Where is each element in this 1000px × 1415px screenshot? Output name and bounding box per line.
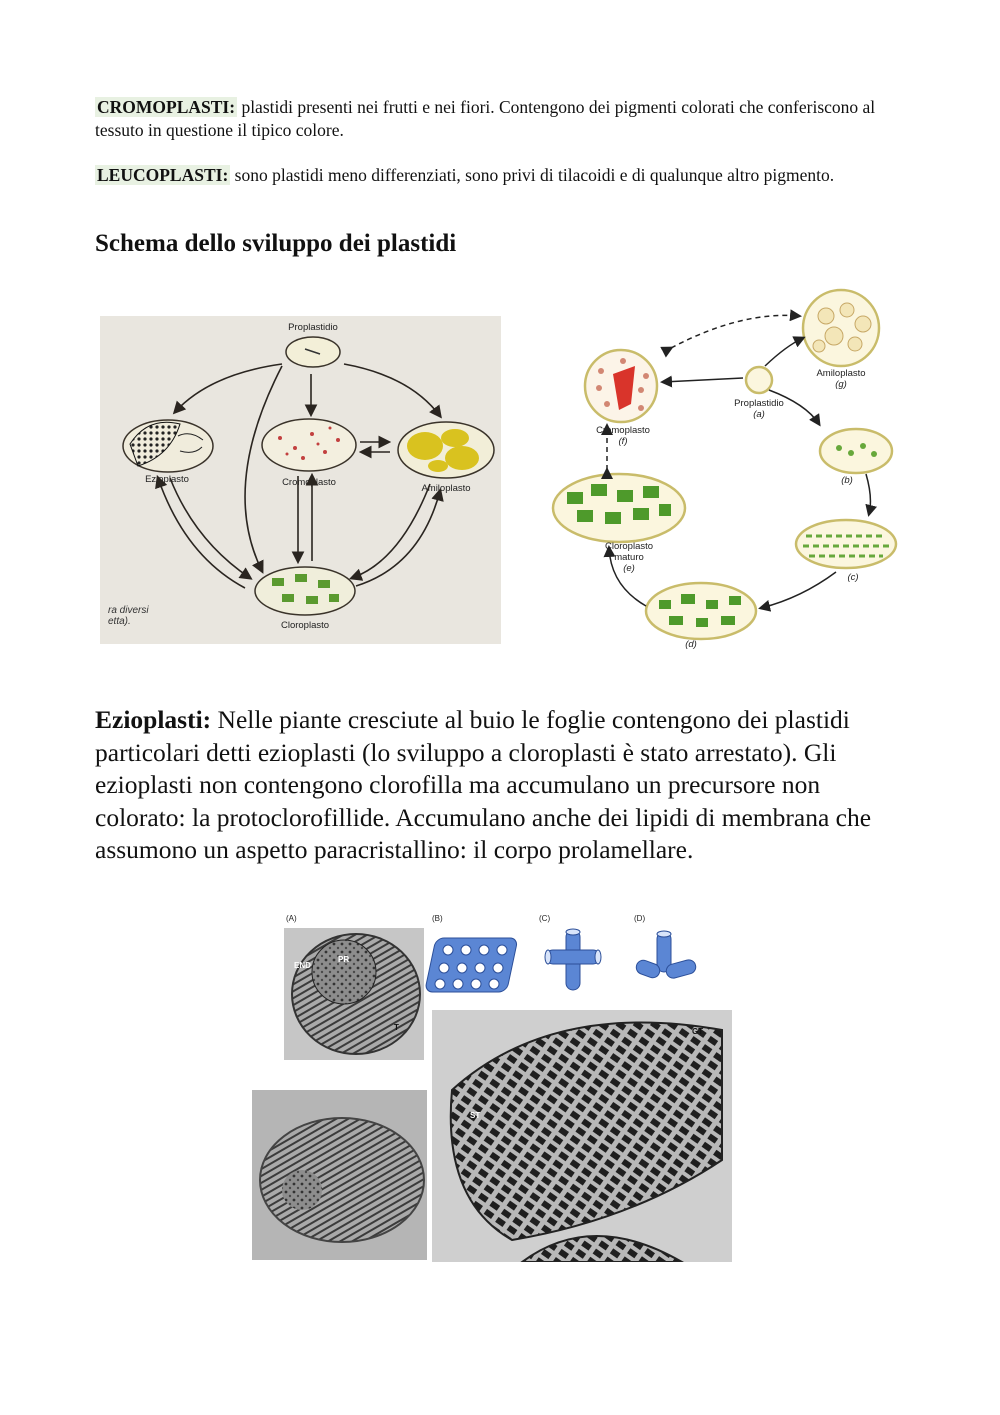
label-e: (e) — [623, 563, 635, 574]
plastid-c-shape — [796, 520, 896, 568]
term-leucoplasti: LEUCOPLASTI: — [97, 165, 229, 185]
label-end: END — [294, 961, 311, 970]
plastid-d-shape — [646, 583, 756, 639]
margin-text-2: etta). — [108, 616, 131, 627]
text-leucoplasti: sono plastidi meno differenziati, sono privi di tilacoidi e di qualunque altro pigmento. — [230, 165, 835, 185]
label-proplastidio-a: Proplastidio — [734, 398, 784, 409]
label-a: (a) — [753, 409, 765, 420]
plastid-b-shape — [820, 429, 892, 473]
panel-label-b: (B) — [432, 914, 443, 923]
panel-label-c: (C) — [539, 914, 551, 923]
proplastid-a-shape — [746, 367, 772, 393]
term-ezioplasti: Ezioplasti: — [95, 705, 212, 734]
label-pr: PR — [338, 955, 350, 964]
label-cromoplasto-f: Cromoplasto — [596, 425, 650, 436]
label-gt: GT — [692, 1027, 704, 1036]
paragraph-leucoplasti — [95, 164, 905, 187]
label-t: T — [394, 1023, 399, 1032]
figure-etioplast-micrographs — [252, 910, 733, 1262]
label-g: (g) — [835, 379, 847, 390]
margin-text-1: ra diversi — [108, 605, 149, 616]
label-f: (f) — [618, 436, 628, 447]
lattice-model-b — [425, 938, 518, 992]
label-cloroplasto: Cloroplasto — [280, 620, 330, 631]
section-heading: Schema dello sviluppo dei plastidi — [95, 230, 457, 257]
term-cromoplasti: CROMOPLASTI: — [97, 97, 236, 117]
label-cloroplasto-maturo-2: maturo — [614, 552, 644, 563]
label-b: (b) — [841, 475, 853, 486]
paragraph-ezioplasti — [95, 704, 915, 867]
figure-plastid-development-left — [100, 316, 501, 644]
text-cromoplasti: plastidi presenti nei frutti e nei fiori. Contengono dei pigmenti colorati che conferiscono al tessuto in questione il tipico colore. — [95, 97, 876, 140]
label-st: ST — [470, 1111, 481, 1120]
label-ezioplasto: Ezioplasto — [145, 474, 189, 485]
panel-label-d: (D) — [634, 914, 646, 923]
chromoplast-shape — [262, 419, 356, 471]
paragraph-cromoplasti — [95, 96, 905, 142]
figure-plastid-development-right — [551, 286, 905, 656]
label-amiloplasto-g: Amiloplasto — [816, 368, 866, 379]
label-proplastidio: Proplastidio — [288, 322, 338, 333]
text-ezioplasti: Nelle piante cresciute al buio le foglie contengono dei plastidi particolari detti ezioplasti (lo sviluppo a cloroplasti è stato arrestato). Gli ezioplasti non contengono clorofilla ma accumulano un precursore non colorato: la protoclorofillide. Accumulano anche dei lipidi di membrana che assumono un aspetto paracristallino: il corpo prolamellare. — [95, 705, 872, 864]
panel-label-a: (A) — [286, 914, 297, 923]
tripod-model-d — [634, 931, 697, 980]
label-cromoplasto: Cromoplasto — [282, 477, 336, 488]
label-amiloplasto: Amiloplasto — [421, 483, 471, 494]
label-cloroplasto-maturo-1: Cloroplasto — [604, 541, 654, 552]
tetrapod-model-c — [545, 929, 601, 990]
label-c: (c) — [847, 572, 859, 583]
label-d: (d) — [685, 639, 697, 650]
